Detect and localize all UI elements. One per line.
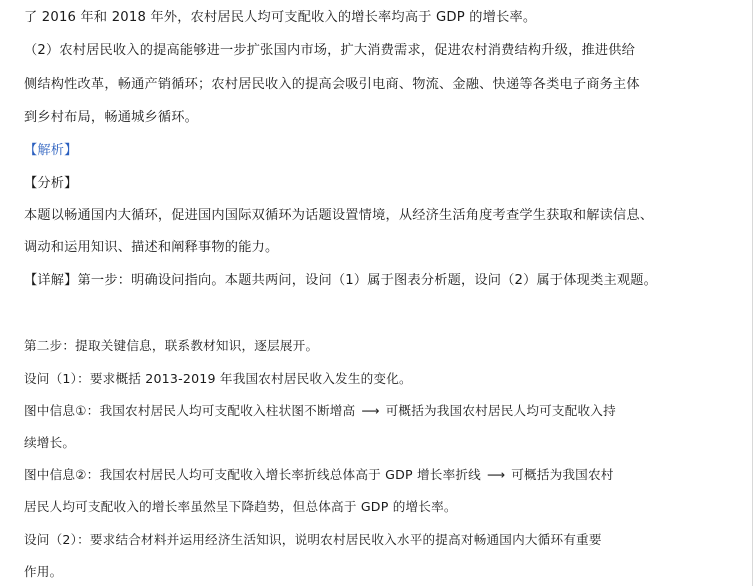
paragraph-line: 第二步：提取关键信息，联系教材知识，逐层展开。 [24, 338, 319, 353]
paragraph-line: 调动和运用知识、描述和阐释事物的能力。 [24, 240, 279, 255]
paragraph-line: 到乡村布局，畅通城乡循环。 [24, 110, 199, 125]
paragraph-line [24, 401, 616, 421]
paragraph-line: 侧结构性改革，畅通产销循环；农村居民收入的提高会吸引电商、物流、金融、快递等各类电子商务主体 [24, 77, 640, 92]
info-two-text: 图中信息②：我国农村居民人均可支配收入增长率折线总体高于 GDP 增长率折线 [24, 467, 481, 482]
paragraph-line: 了 2016 年和 2018 年外，农村居民人均可支配收入的增长率均高于 GDP 的增长率。 [24, 10, 537, 25]
paragraph-line [24, 465, 614, 485]
paragraph-line: 本题以畅通国内大循环，促进国内国际双循环为话题设置情境，从经济生活角度考查学生获取和解读信息、 [24, 208, 654, 223]
info-one-text: 图中信息①：我国农村居民人均可支配收入柱状图不断增高 [24, 403, 356, 418]
section-tag-jiexi: 【解析】 [24, 143, 78, 158]
right-arrow-icon: ⟶ [486, 467, 506, 482]
paragraph-line: 作用。 [24, 564, 63, 579]
paragraph-line: 设问（1）：要求概括 2013-2019 年我国农村居民收入发生的变化。 [24, 371, 412, 386]
info-one-conclusion: 可概括为我国农村居民人均可支配收入持 [385, 403, 616, 418]
paragraph-line: 居民人均可支配收入的增长率虽然呈下降趋势，但总体高于 GDP 的增长率。 [24, 499, 457, 514]
paragraph-line: 续增长。 [24, 435, 76, 450]
paragraph-line: （2）农村居民收入的提高能够进一步扩张国内市场，扩大消费需求，促进农村消费结构升级，推进供给 [24, 43, 636, 58]
section-tag-fenxi: 【分析】 [24, 176, 78, 191]
right-arrow-icon: ⟶ [361, 403, 380, 418]
paragraph-line: 设问（2）：要求结合材料并运用经济生活知识，说明农村居民收入水平的提高对畅通国内大循环有重要 [24, 532, 602, 547]
paragraph-line-detail: 【详解】第一步：明确设问指向。本题共两问，设问（1）属于图表分析题，设问（2）属于体现类主观题。 [24, 273, 658, 288]
info-two-conclusion: 可概括为我国农村 [511, 467, 614, 482]
